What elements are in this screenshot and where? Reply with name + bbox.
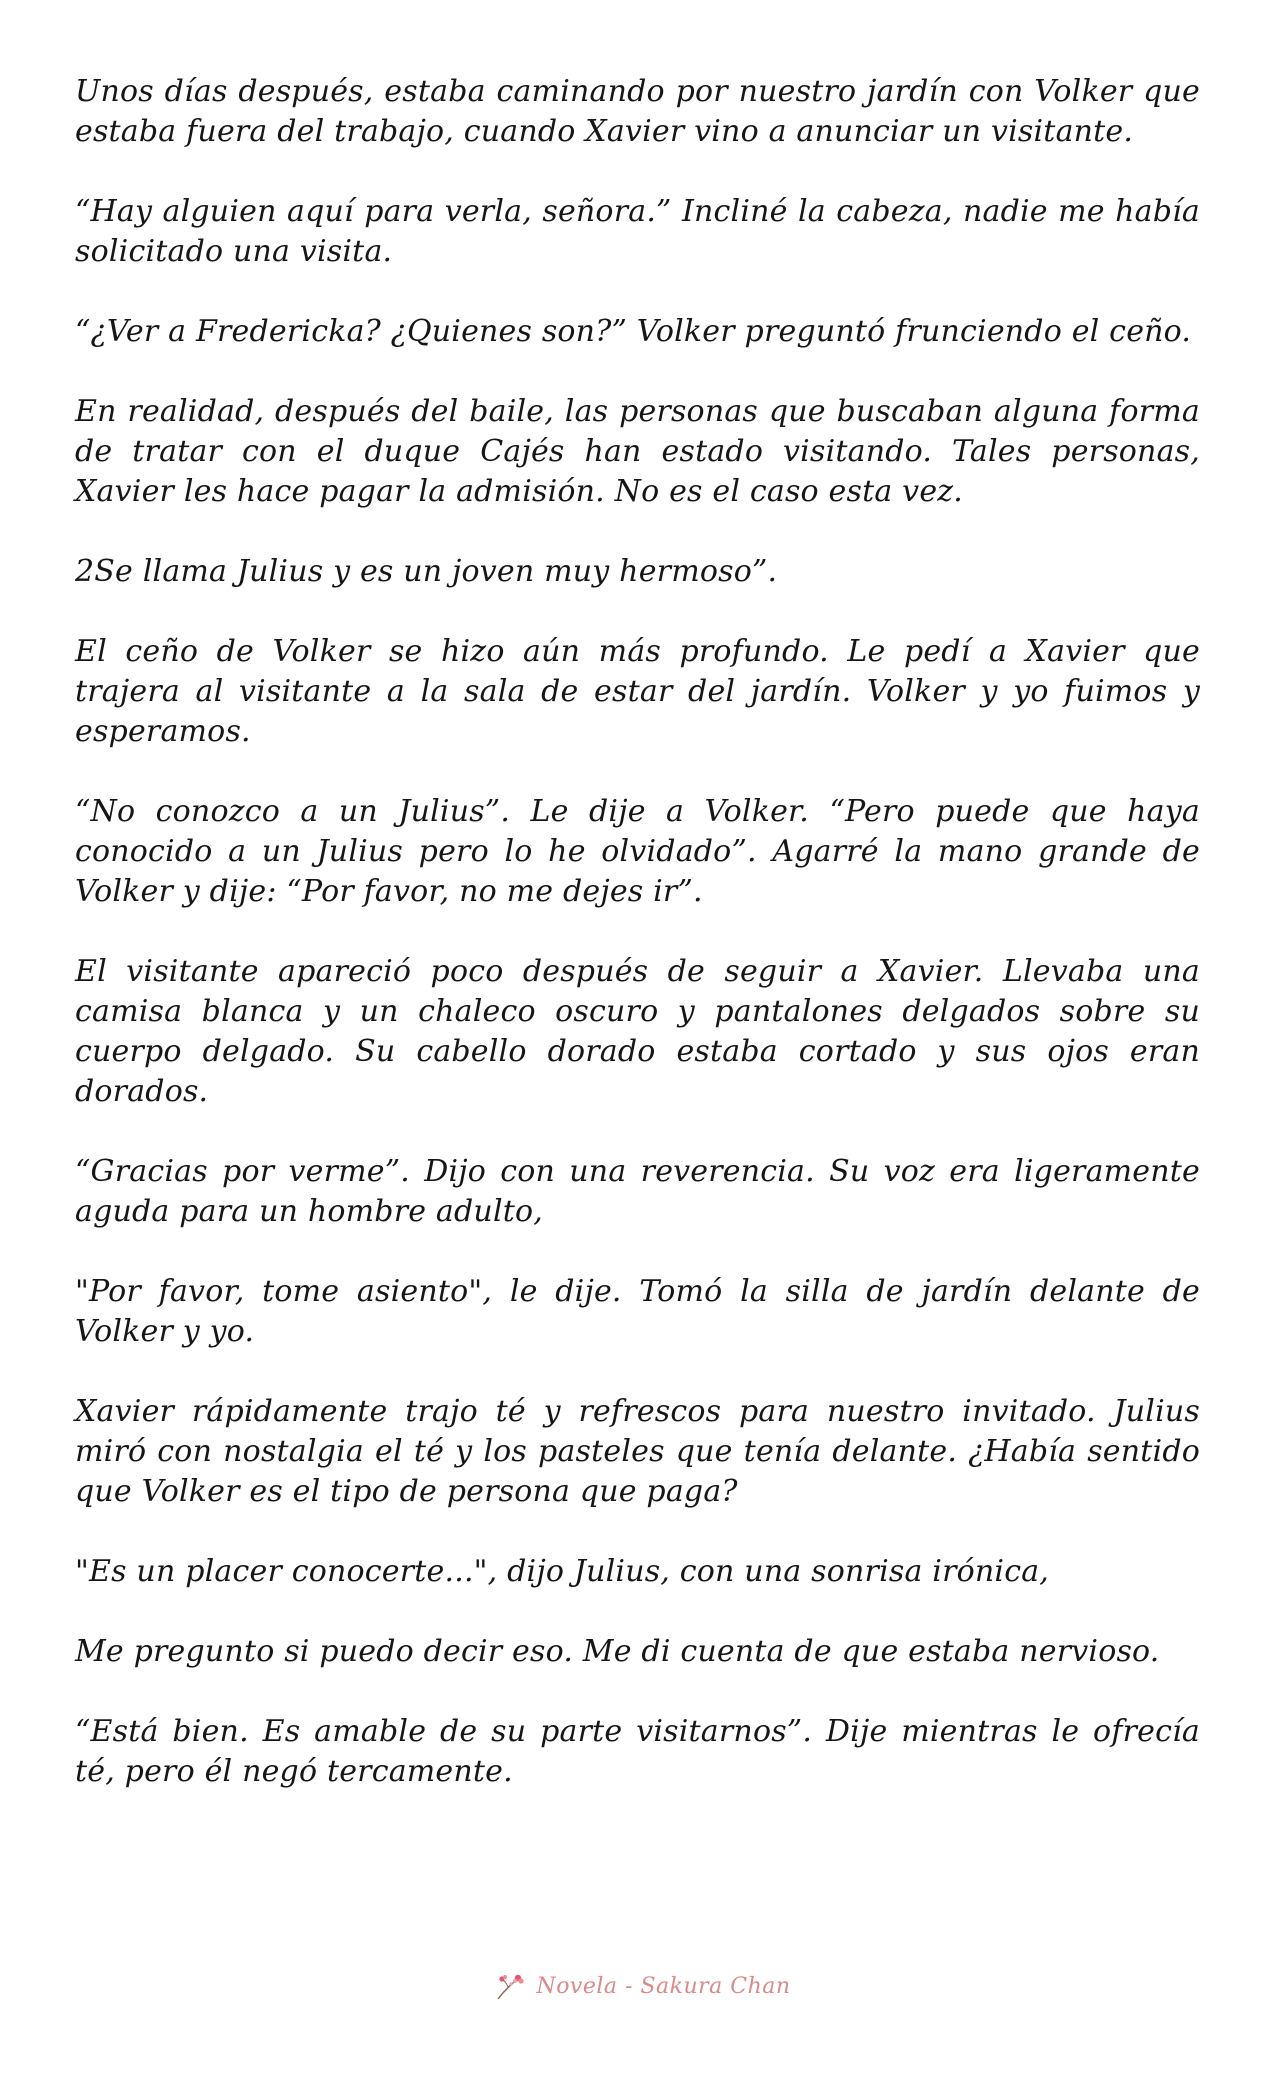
paragraph-1: Unos días después, estaba caminando por nuestro jardín con Volker que estaba fuera del trabajo, cuando Xavier vino a anunciar un visitante. [75,74,1200,149]
paragraph-3: “¿Ver a Fredericka? ¿Quienes son?” Volker preguntó frunciendo el ceño. [75,314,1192,349]
cherry-blossom-icon [494,1969,528,2003]
footer-watermark [0,1956,1275,2016]
paragraph-8: El visitante apareció poco después de seguir a Xavier. Llevaba una camisa blanca y un chaleco oscuro y pantalones delgados sobre su cuerpo delgado. Su cabello dorado estaba cortado y sus ojos eran dorados. [75,954,1200,1109]
paragraph-13: Me pregunto si puedo decir eso. Me di cuenta de que estaba nervioso. [75,1634,1160,1669]
footer-credit: Novela - Sakura Chan [536,1973,791,1999]
paragraph-2: “Hay alguien aquí para verla, señora.” Incliné la cabeza, nadie me había solicitado una visita. [75,194,1200,269]
footer-watermark-inner [494,1969,790,2003]
paragraph-14: “Está bien. Es amable de su parte visitarnos”. Dije mientras le ofrecía té, pero él negó tercamente. [75,1714,1200,1789]
paragraph-9: “Gracias por verme”. Dijo con una reverencia. Su voz era ligeramente aguda para un hombre adulto, [75,1154,1200,1229]
paragraph-7: “No conozco a un Julius”. Le dije a Volker. “Pero puede que haya conocido a un Julius pero lo he olvidado”. Agarré la mano grande de Volker y dije: “Por favor, no me dejes ir”. [75,794,1200,909]
paragraph-12: "Es un placer conocerte...", dijo Julius, con una sonrisa irónica, [75,1554,1050,1589]
paragraph-4: En realidad, después del baile, las personas que buscaban alguna forma de tratar con el duque Cajés han estado visitando. Tales personas, Xavier les hace pagar la admisión. No es el caso esta vez. [75,394,1200,509]
paragraph-5: 2Se llama Julius y es un joven muy hermoso”. [75,554,778,589]
paragraph-10: "Por favor, tome asiento", le dije. Tomó la silla de jardín delante de Volker y yo. [75,1274,1200,1349]
paragraph-11: Xavier rápidamente trajo té y refrescos para nuestro invitado. Julius miró con nostalgia el té y los pasteles que tenía delante. ¿Había sentido que Volker es el tipo de persona que paga? [75,1394,1200,1509]
document-body [75,72,1200,1832]
paragraph-6: El ceño de Volker se hizo aún más profundo. Le pedí a Xavier que trajera al visitante a la sala de estar del jardín. Volker y yo fuimos y esperamos. [75,634,1200,749]
